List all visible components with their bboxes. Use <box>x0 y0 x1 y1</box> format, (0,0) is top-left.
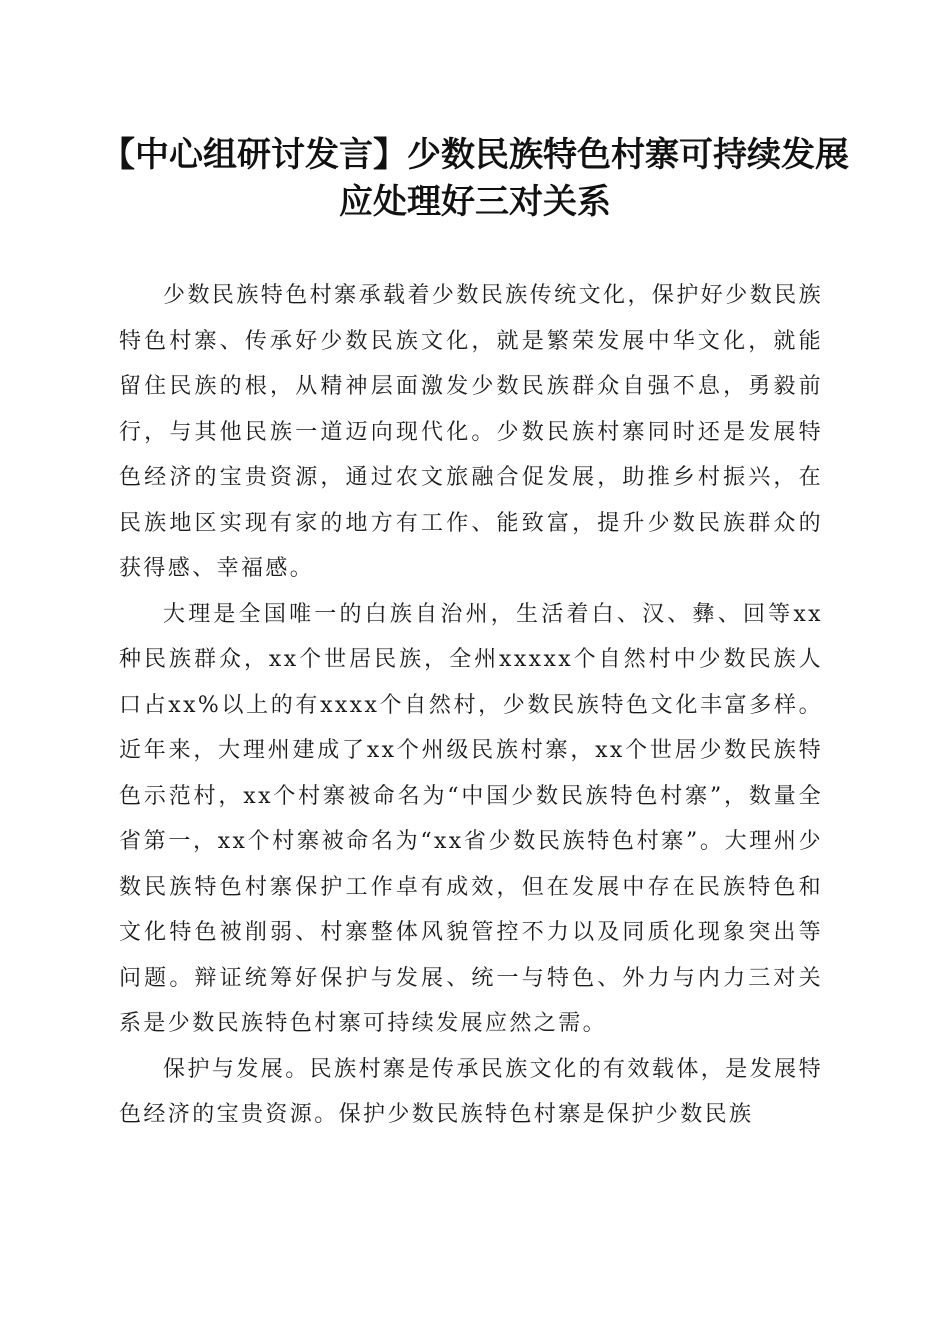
document-body <box>119 273 823 1138</box>
paragraph-dali-overview: 大理是全国唯一的白族自治州，生活着白、汉、彝、回等xx种民族群众，xx个世居民族，全州xxxxx个自然村中少数民族人口占xx%以上的有xxxx个自然村，少数民族特色文化丰富多样。近年来，大理州建成了xx个州级民族村寨，xx个世居少数民族特色示范村，xx个村寨被命名为“中国少数民族特色村寨”，数量全省第一，xx个村寨被命名为“xx省少数民族特色村寨”。大理州少数民族特色村寨保护工作卓有成效，但在发展中存在民族特色和文化特色被削弱、村寨整体风貌管控不力以及同质化现象突出等问题。辩证统筹好保护与发展、统一与特色、外力与内力三对关系是少数民族特色村寨可持续发展应然之需。 <box>119 601 823 1036</box>
document-title: 【中心组研讨发言】少数民族特色村寨可持续发展应处理好三对关系 <box>101 135 849 222</box>
paragraph-protection-development: 保护与发展。民族村寨是传承民族文化的有效载体，是发展特色经济的宝贵资源。保护少数民族特色村寨是保护少数民族 <box>119 1056 823 1127</box>
paragraph-intro: 少数民族特色村寨承载着少数民族传统文化，保护好少数民族特色村寨、传承好少数民族文化，就是繁荣发展中华文化，就能留住民族的根，从精神层面激发少数民族群众自强不息，勇毅前行，与其他民族一道迈向现代化。少数民族村寨同时还是发展特色经济的宝贵资源，通过农文旅融合促发展，助推乡村振兴，在民族地区实现有家的地方有工作、能致富，提升少数民族群众的获得感、幸福感。 <box>119 283 823 581</box>
